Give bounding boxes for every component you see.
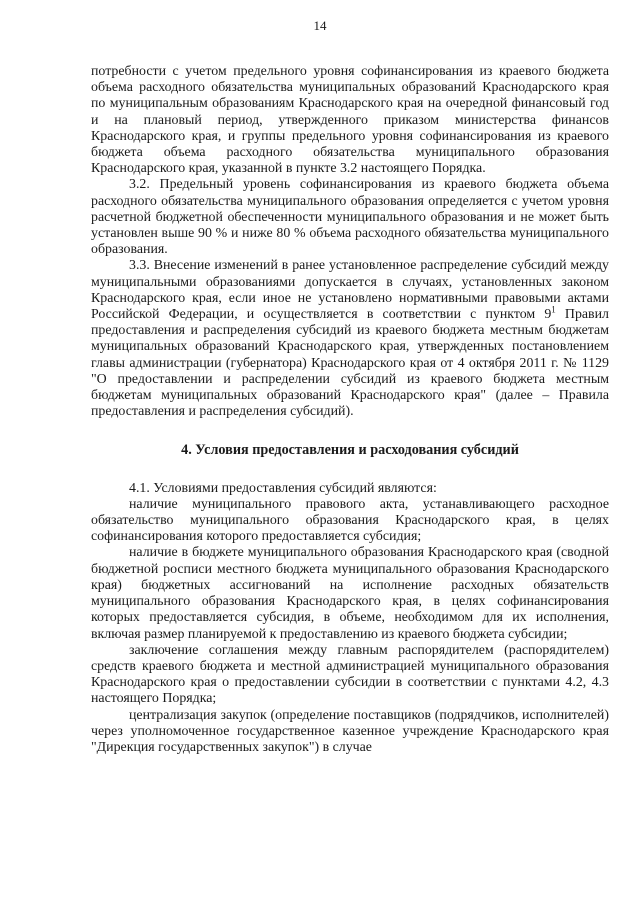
paragraph-3-3-part1: 3.3. Внесение изменений в ранее установленное распределение субсидий между муниципальными образованиями допускается в случаях, установленных законом Краснодарского края, если иное не установлено нормативными правовыми актами Российской Федерации, и осуществляется в соответствии с пунктом 9 <box>91 258 609 323</box>
page-number: 14 <box>313 18 327 33</box>
paragraph-3-2: 3.2. Предельный уровень софинансирования из краевого бюджета объема расходного обязательства муниципального образования определяется с учетом уровня расчетной бюджетной обеспеченности муниципального образования и не может быть установлен выше 90 % и ниже 80 % объема расходного обязательства муниципального образования. <box>91 177 609 258</box>
paragraph-condition-legal-act: наличие муниципального правового акта, устанавливающего расходное обязательство муниципального образования Краснодарского края, в целях софинансирования которого предоставляется субсидия; <box>91 496 609 545</box>
section-heading: 4. Условия предоставления и расходования субсидий <box>181 442 519 459</box>
document-body <box>91 64 609 756</box>
paragraph-condition-budget: наличие в бюджете муниципального образования Краснодарского края (сводной бюджетной росписи местного бюджета муниципального образования Краснодарского края) бюджетных ассигнований на исполнение расходных обязательств муниципального образования Краснодарского края, в целях софинансирования которых предоставляется субсидия, в объеме, необходимом для их исполнения, включая размер планируемой к предоставлению из краевого бюджета субсидии; <box>91 545 609 642</box>
paragraph-4-1: 4.1. Условиями предоставления субсидий являются: <box>129 480 437 496</box>
footnote-superscript: 1 <box>551 304 556 315</box>
paragraph-condition-procurement: централизация закупок (определение поставщиков (подрядчиков, исполнителей) через уполномоченное государственное казенное учреждение Краснодарского края "Дирекция государственных закупок") в случае <box>91 707 609 755</box>
paragraph-continuation: потребности с учетом предельного уровня софинансирования из краевого бюджета объема расходного обязательства муниципальных образований Краснодарского края по муниципальным образованиям Краснодарского края на очередной финансовый год и на плановый период, утвержденного приказом министерства финансов Краснодарского края, и группы предельного уровня софинансирования из краевого бюджета объема расходного обязательства муниципального образования Краснодарского края, указанной в пункте 3.2 настоящего Порядка. <box>91 64 609 177</box>
paragraph-3-3 <box>91 258 609 420</box>
paragraph-condition-agreement: заключение соглашения между главным распорядителем (распорядителем) средств краевого бюджета и местной администрацией муниципального образования Краснодарского края о предоставлении субсидии в соответствии с пунктами 4.2, 4.3 настоящего Порядка; <box>91 642 609 707</box>
paragraph-3-3-part2: Правил предоставления и распределения субсидий из краевого бюджета местным бюджетам муниципальных образований Краснодарского края, утвержденных постановлением главы администрации (губернатора) Краснодарского края от 4 октября 2011 г. № 1129 "О предоставлении и распределении субсидий из краевого бюджета местным бюджетам муниципальных образований Краснодарского края" (далее – Правила предоставления и распределения субсидий). <box>91 307 609 420</box>
